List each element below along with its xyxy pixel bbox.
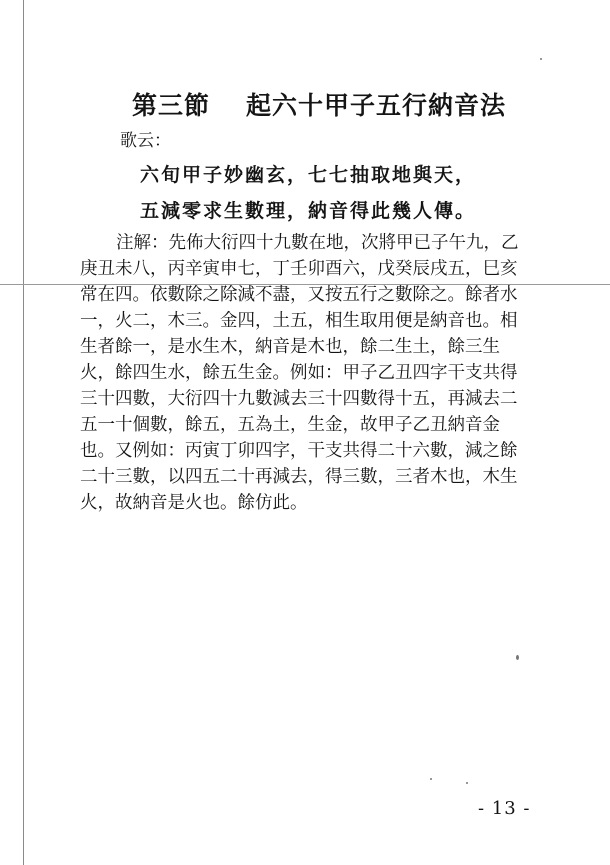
annotation-line: 注解：先佈大衍四十九數在地，次將甲已子午九，乙 bbox=[116, 233, 519, 253]
annotation-line: 也。又例如：丙寅丁卯四字，干支共得二十六數，減之餘 bbox=[80, 441, 518, 461]
section-heading bbox=[132, 86, 506, 122]
verse-line: 五減零求生數理，納音得此幾人傳。 bbox=[140, 200, 477, 222]
annotation-line: 庚丑未八，丙辛寅申七，丁壬卯酉六，戊癸辰戌五，巳亥 bbox=[80, 259, 518, 279]
page-number: - 13 - bbox=[478, 798, 531, 819]
annotation-line: 三十四數，大衍四十九數減去三十四數得十五，再減去二 bbox=[80, 389, 518, 409]
scan-speck bbox=[466, 782, 468, 784]
section-title: 起六十甲子五行納音法 bbox=[246, 91, 507, 120]
annotation-line: 常在四。依數除之除減不盡，又按五行之數除之。餘者水 bbox=[80, 285, 518, 305]
annotation-line: 火，故納音是火也。餘仿此。 bbox=[80, 493, 308, 513]
verse-line: 六旬甲子妙幽玄，七七抽取地與天， bbox=[140, 164, 477, 186]
song-label: 歌云： bbox=[120, 131, 171, 151]
binding-edge-line bbox=[23, 0, 24, 865]
annotation-line: 一，火二，木三。金四，土五，相生取用便是納音也。相 bbox=[80, 311, 518, 331]
annotation-paragraph bbox=[80, 230, 550, 516]
scan-speck bbox=[540, 58, 542, 60]
section-number: 第三節 bbox=[132, 91, 211, 120]
annotation-line: 生者餘一，是水生木，納音是木也，餘二生土，餘三生 bbox=[80, 337, 500, 357]
scan-speck bbox=[516, 655, 519, 660]
scan-speck bbox=[430, 778, 432, 780]
annotation-line: 二十三數，以四五二十再減去，得三數，三者木也，木生 bbox=[80, 467, 518, 487]
annotation-line: 五一十個數，餘五，五為土，生金，故甲子乙丑納音金 bbox=[80, 415, 500, 435]
annotation-line: 火，餘四生水，餘五生金。例如：甲子乙丑四字干支共得 bbox=[80, 363, 518, 383]
